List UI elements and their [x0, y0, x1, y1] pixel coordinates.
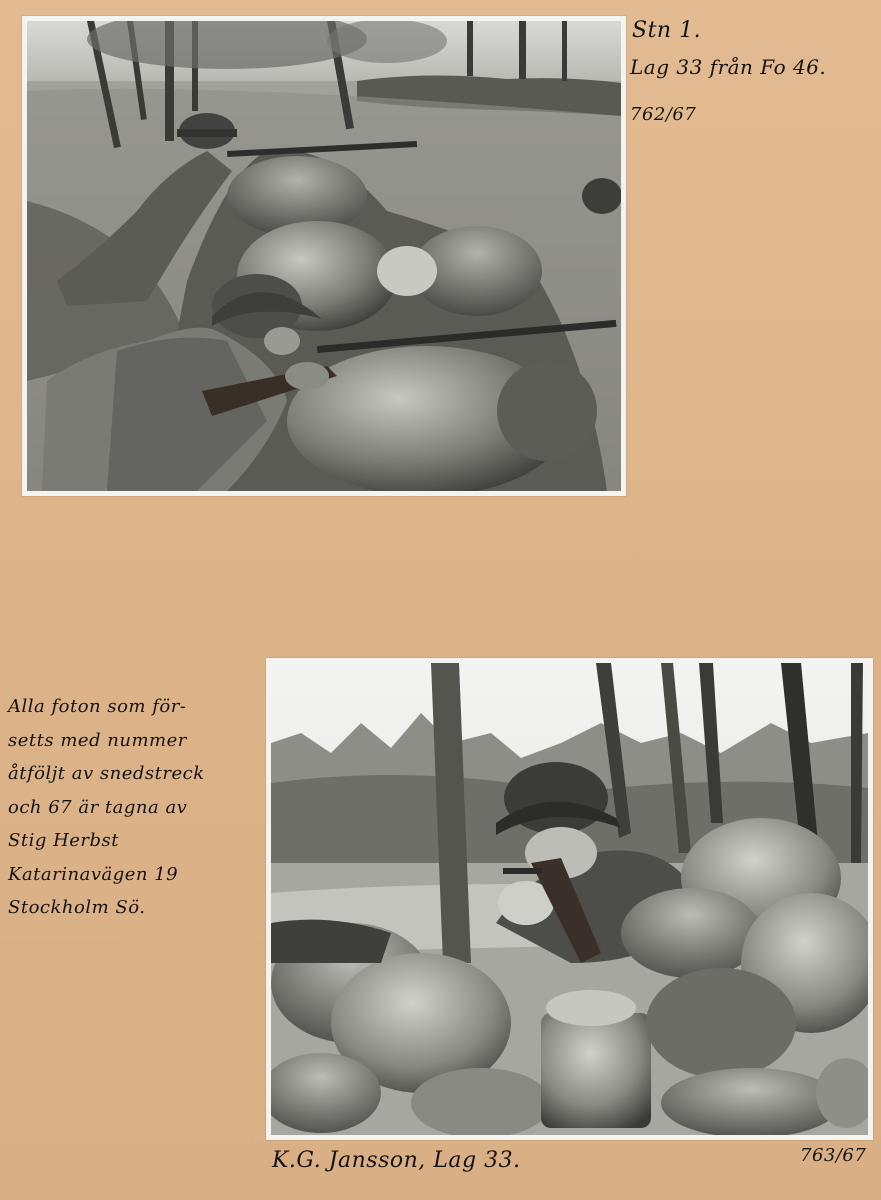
note-line: Alla foton som för- — [8, 696, 187, 717]
note-line: setts med nummer — [8, 729, 187, 751]
top-caption-unit: Lag 33 från Fo 46. — [630, 55, 827, 79]
note-line: åtföljt av snedstreck — [8, 763, 205, 784]
bottom-caption-number: 763/67 — [800, 1145, 867, 1166]
note-line: Stig Herbst — [8, 830, 120, 851]
photo-top-image — [27, 21, 621, 491]
photo-bottom-image — [271, 663, 868, 1135]
handwritten-note — [8, 690, 263, 925]
photo-top-soldiers-prone — [22, 16, 626, 496]
note-line: Katarinavägen 19 — [8, 863, 179, 885]
top-caption-station: Stn 1. — [632, 18, 702, 43]
photo-bottom-soldier-aiming — [266, 658, 873, 1140]
note-line: Stockholm Sö. — [8, 897, 146, 918]
top-caption-number: 762/67 — [630, 104, 697, 125]
note-line: och 67 är tagna av — [8, 796, 188, 818]
bottom-caption-name: K.G. Jansson, Lag 33. — [272, 1148, 521, 1173]
